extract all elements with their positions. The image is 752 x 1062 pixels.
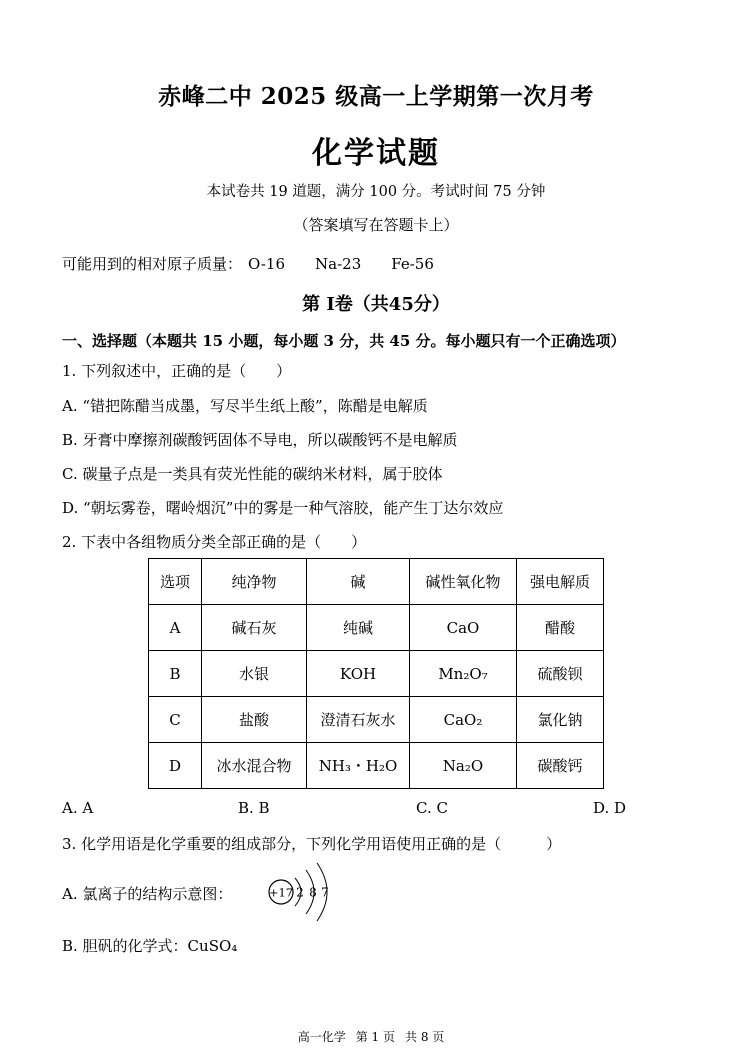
table-cell: 醋酸 <box>517 605 604 651</box>
chloride-ion-structure-diagram <box>262 860 338 924</box>
page-footer <box>0 1028 752 1045</box>
exam-school-title: 赤峰二中 2025 级高一上学期第一次月考 <box>158 83 594 110</box>
table-row <box>149 743 604 789</box>
q2-option-a: A. A <box>62 799 94 817</box>
table-cell: 水银 <box>202 651 307 697</box>
q1-option-a: A. “错把陈醋当成墨，写尽半生纸上酸”，陈醋是电解质 <box>62 397 428 415</box>
table-cell: 硫酸钡 <box>517 651 604 697</box>
table-cell: B <box>149 651 202 697</box>
table-cell: 纯碱 <box>307 605 410 651</box>
nucleus-charge: +17 <box>268 885 294 900</box>
table-row <box>149 651 604 697</box>
exam-subject-title: 化学试题 <box>312 136 440 171</box>
atomic-masses-label: 可能用到的相对原子质量： <box>62 255 243 273</box>
q2-option-c: C. C <box>416 799 448 817</box>
footer-page: 第 1 页 <box>355 1030 395 1044</box>
q1-option-b: B. 牙膏中摩擦剂碳酸钙固体不导电，所以碳酸钙不是电解质 <box>62 431 458 449</box>
table-cell: 冰水混合物 <box>202 743 307 789</box>
atomic-masses <box>62 253 464 274</box>
volume-title: 第 Ⅰ卷（共45分） <box>302 294 450 315</box>
table-header-cell: 选项 <box>149 559 202 605</box>
shell-electrons: 8 <box>309 885 317 900</box>
mass-fe: Fe-56 <box>391 255 434 273</box>
table-cell: 澄清石灰水 <box>307 697 410 743</box>
shell-electrons: 7 <box>321 885 329 900</box>
exam-info: 本试卷共 19 道题，满分 100 分。考试时间 75 分钟 <box>206 184 546 200</box>
table-cell: C <box>149 697 202 743</box>
table-cell: D <box>149 743 202 789</box>
shell-electrons: 2 <box>296 885 304 900</box>
q1-option-c: C. 碳量子点是一类具有荧光性能的碳纳米材料，属于胶体 <box>62 465 443 483</box>
table-cell: NH₃・H₂O <box>307 743 410 789</box>
table-row <box>149 605 604 651</box>
table-header-cell: 强电解质 <box>517 559 604 605</box>
footer-total: 共 8 页 <box>405 1030 445 1044</box>
table-cell: 盐酸 <box>202 697 307 743</box>
table-cell: 碳酸钙 <box>517 743 604 789</box>
q2-stem: 2. 下表中各组物质分类全部正确的是（ ） <box>62 533 367 551</box>
table-cell: CaO₂ <box>410 697 517 743</box>
table-header-cell: 碱性氧化物 <box>410 559 517 605</box>
table-cell: CaO <box>410 605 517 651</box>
q3-stem: 3. 化学用语是化学重要的组成部分，下列化学用语使用正确的是（ ） <box>62 835 562 853</box>
table-row <box>149 697 604 743</box>
table-cell: Na₂O <box>410 743 517 789</box>
mass-o: O-16 <box>248 255 286 273</box>
table-header-row <box>149 559 604 605</box>
q2-option-d: D. D <box>593 799 627 817</box>
q3-option-a: A. 氯离子的结构示意图： <box>62 885 233 903</box>
q1-option-d: D. “朝坛雾卷，曙岭烟沉”中的雾是一种气溶胶，能产生丁达尔效应 <box>62 499 504 517</box>
table-header-cell: 纯净物 <box>202 559 307 605</box>
table-cell: 碱石灰 <box>202 605 307 651</box>
table-header-cell: 碱 <box>307 559 410 605</box>
q3-option-b: B. 胆矾的化学式：CuSO₄ <box>62 937 238 955</box>
footer-subject: 高一化学 <box>297 1030 346 1044</box>
q2-option-b: B. B <box>238 799 270 817</box>
table-cell: A <box>149 605 202 651</box>
answer-note: （答案填写在答题卡上） <box>293 216 459 234</box>
classification-table <box>148 558 604 789</box>
part-title: 一、选择题（本题共 15 小题，每小题 3 分，共 45 分。每小题只有一个正确选项） <box>62 332 626 350</box>
table-cell: 氯化钠 <box>517 697 604 743</box>
q1-stem: 1. 下列叙述中，正确的是（ ） <box>62 362 292 380</box>
mass-na: Na-23 <box>315 255 362 273</box>
table-cell: KOH <box>307 651 410 697</box>
table-cell: Mn₂O₇ <box>410 651 517 697</box>
